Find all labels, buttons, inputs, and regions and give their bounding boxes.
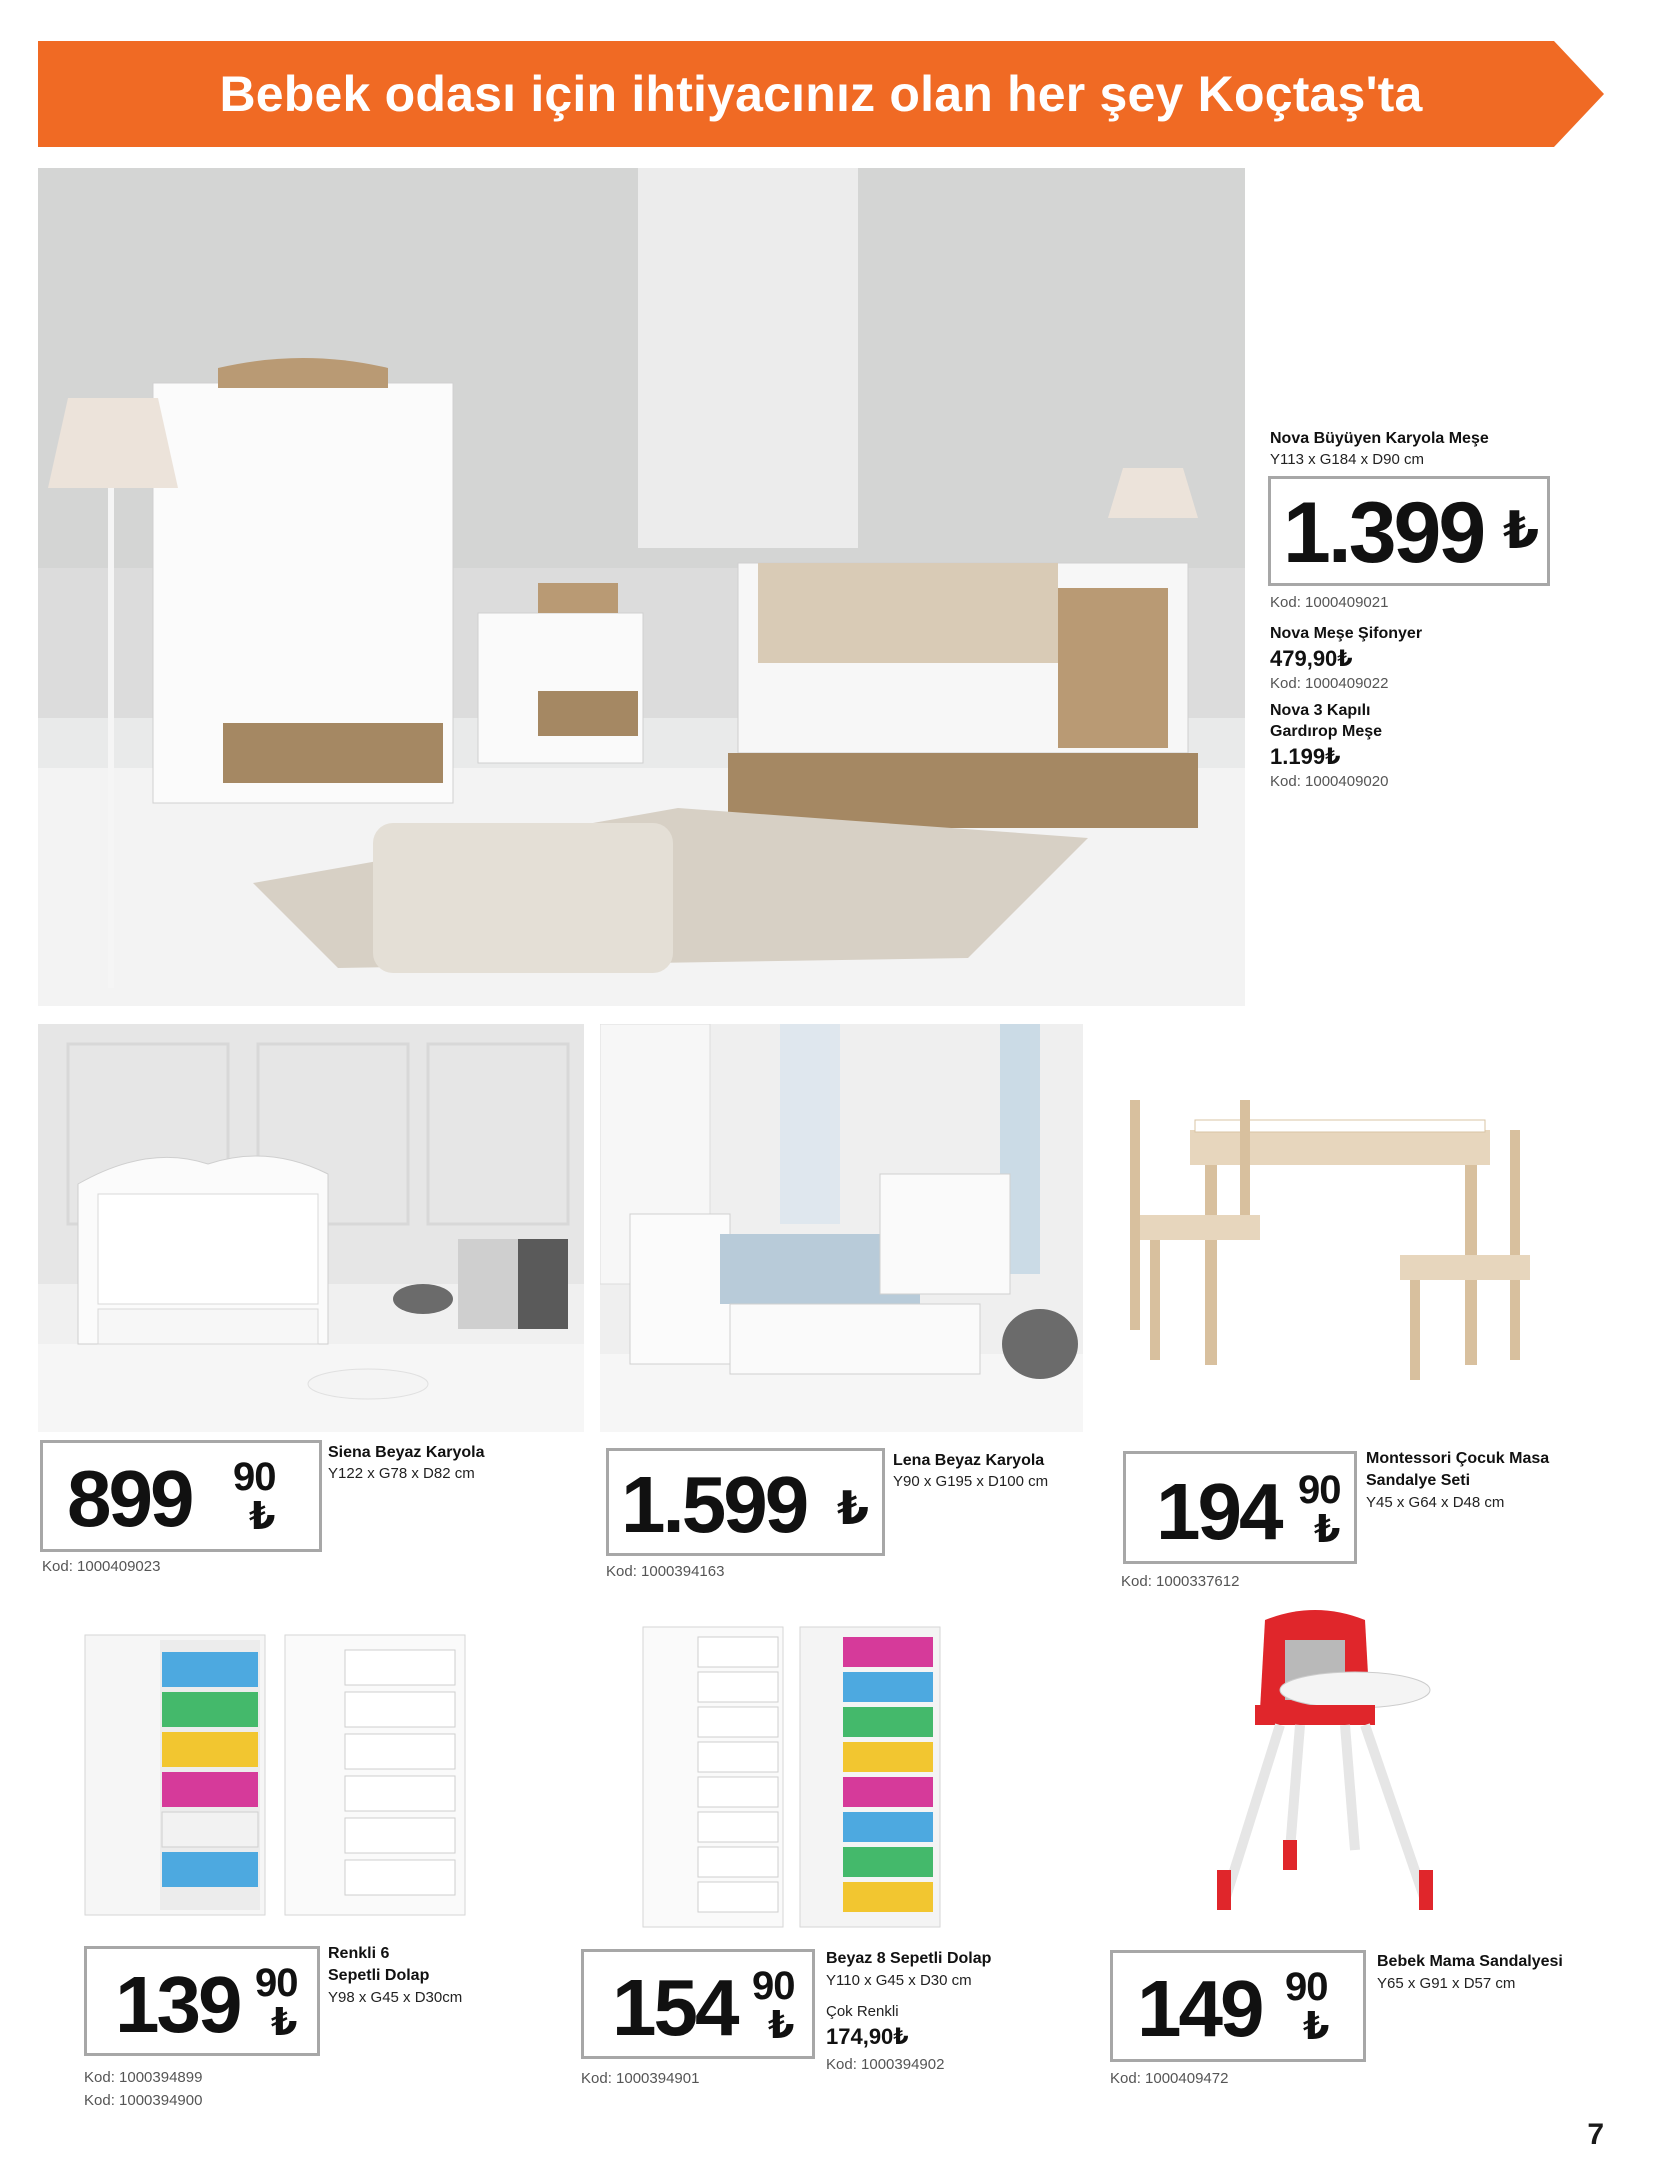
lira-icon: ₺ <box>837 1482 870 1534</box>
renkli-price-cents: 90 <box>255 1961 298 2005</box>
lena-photo <box>600 1024 1083 1432</box>
siena-dims: Y122 x G78 x D82 cm <box>328 1465 475 1482</box>
beyaz-price-main: 154 <box>612 1963 737 2052</box>
lira-icon: ₺ <box>271 2002 298 2044</box>
nova-gardirop-name-line1: Nova 3 Kapılı <box>1270 702 1371 719</box>
renkli-code-2: Kod: 1000394900 <box>84 2092 203 2109</box>
lira-icon: ₺ <box>893 2024 909 2049</box>
mama-code: Kod: 1000409472 <box>1110 2070 1229 2087</box>
lira-icon: ₺ <box>249 1496 276 1538</box>
nova-gardirop-code: Kod: 1000409020 <box>1270 773 1389 790</box>
nova-gardirop-name-line2: Gardırop Meşe <box>1270 723 1383 740</box>
beyaz-variant-code: Kod: 1000394902 <box>826 2056 945 2073</box>
nova-gardirop-price <box>1270 744 1340 770</box>
lena-price-main: 1.599 <box>621 1460 807 1549</box>
mama-price-main: 149 <box>1137 1964 1262 2053</box>
nova-karyola-price: 1.399 <box>1283 485 1484 581</box>
lena-code: Kod: 1000394163 <box>606 1563 725 1580</box>
nova-sifonyer-code: Kod: 1000409022 <box>1270 675 1389 692</box>
montessori-price-cents: 90 <box>1298 1468 1341 1512</box>
lira-icon: ₺ <box>1314 1509 1341 1551</box>
siena-price-cents: 90 <box>233 1455 276 1499</box>
page-number: 7 <box>1587 2118 1604 2151</box>
lira-icon: ₺ <box>1337 646 1353 671</box>
lira-icon: ₺ <box>1503 502 1540 560</box>
nova-karyola-price-box <box>1268 476 1550 586</box>
siena-price-box <box>40 1440 322 1552</box>
nova-karyola-name: Nova Büyüyen Karyola Meşe <box>1270 430 1489 447</box>
montessori-photo <box>1110 1090 1590 1390</box>
beyaz-dims: Y110 x G45 x D30 cm <box>826 1972 972 1989</box>
nova-gardirop-price-value: 1.199 <box>1270 744 1326 769</box>
montessori-dims: Y45 x G64 x D48 cm <box>1366 1494 1505 1511</box>
lira-icon: ₺ <box>1303 2006 1330 2048</box>
renkli-price-box <box>84 1946 320 2056</box>
siena-name: Siena Beyaz Karyola <box>328 1444 485 1461</box>
beyaz-variant-price <box>826 2024 909 2050</box>
mama-name: Bebek Mama Sandalyesi <box>1377 1953 1563 1970</box>
lena-price-box <box>606 1448 885 1556</box>
lira-icon: ₺ <box>768 2005 795 2047</box>
beyaz-code: Kod: 1000394901 <box>581 2070 700 2087</box>
lena-name: Lena Beyaz Karyola <box>893 1452 1045 1469</box>
nova-karyola-dims: Y113 x G184 x D90 cm <box>1270 451 1424 468</box>
beyaz-name: Beyaz 8 Sepetli Dolap <box>826 1950 992 1967</box>
renkli-price-main: 139 <box>115 1960 240 2049</box>
beyaz-variant: Çok Renkli <box>826 2003 899 2020</box>
beyaz-dolap-photo <box>638 1622 948 1947</box>
nova-sifonyer-price-value: 479,90 <box>1270 646 1338 671</box>
montessori-price-box <box>1123 1451 1357 1564</box>
nova-sifonyer-price <box>1270 646 1353 672</box>
banner-title: Bebek odası için ihtiyacınız olan her şey Koçtaş'ta <box>219 66 1423 122</box>
renkli-code-1: Kod: 1000394899 <box>84 2069 203 2086</box>
nova-sifonyer-name: Nova Meşe Şifonyer <box>1270 625 1423 642</box>
montessori-name-line1: Montessori Çocuk Masa <box>1366 1450 1550 1467</box>
banner <box>38 41 1604 147</box>
mama-sandalyesi-photo <box>1195 1600 1455 1940</box>
renkli-name-line1: Renkli 6 <box>328 1945 390 1962</box>
mama-dims: Y65 x G91 x D57 cm <box>1377 1975 1516 1992</box>
siena-price-main: 899 <box>67 1454 192 1543</box>
renkli-dims: Y98 x G45 x D30cm <box>328 1989 463 2006</box>
lena-dims: Y90 x G195 x D100 cm <box>893 1473 1049 1490</box>
beyaz-price-cents: 90 <box>752 1964 795 2008</box>
renkli-dolap-photo <box>80 1630 470 1930</box>
renkli-name-line2: Sepetli Dolap <box>328 1967 430 1984</box>
montessori-name-line2: Sandalye Seti <box>1366 1472 1471 1489</box>
nova-karyola-code: Kod: 1000409021 <box>1270 594 1389 611</box>
mama-price-box <box>1110 1950 1366 2062</box>
beyaz-price-box <box>581 1949 815 2059</box>
nova-room-photo <box>38 168 1245 1006</box>
siena-code: Kod: 1000409023 <box>42 1558 161 1575</box>
montessori-code: Kod: 1000337612 <box>1121 1573 1240 1590</box>
beyaz-variant-price-value: 174,90 <box>826 2024 894 2049</box>
montessori-price-main: 194 <box>1156 1467 1281 1556</box>
mama-price-cents: 90 <box>1285 1965 1328 2009</box>
lira-icon: ₺ <box>1325 744 1341 769</box>
siena-photo <box>38 1024 584 1432</box>
